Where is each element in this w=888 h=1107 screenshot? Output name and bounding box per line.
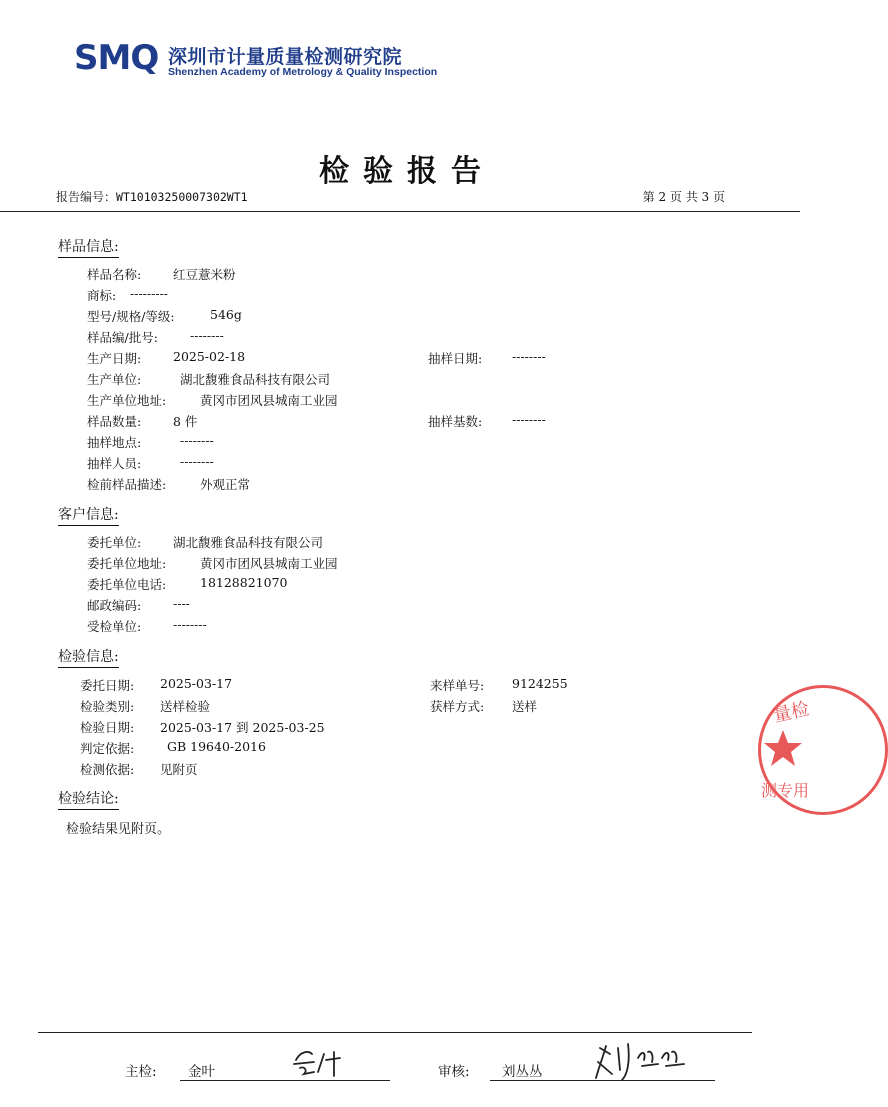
sampling-place-value: -------- (180, 433, 214, 448)
sampling-base-label: 抽样基数: (428, 414, 483, 429)
chief-inspector-signature-line (180, 1080, 390, 1081)
sampler-label: 抽样人员: (87, 456, 142, 471)
judgment-basis-label: 判定依据: (80, 741, 135, 756)
sampling-date-value: -------- (512, 349, 546, 364)
reviewer-signature (592, 1040, 692, 1084)
client-phone-label: 委托单位电话: (87, 577, 167, 592)
seal-text-bottom: 测专用 (761, 781, 810, 800)
inspection-type-value: 送样检验 (160, 699, 211, 714)
batch-value: -------- (190, 328, 224, 343)
sample-number-value: 9124255 (512, 676, 568, 691)
smq-logo: SMQ (74, 38, 159, 78)
conclusion-text: 检验结果见附页。 (66, 822, 171, 837)
page-indicator: 第 2 页 共 3 页 (642, 190, 725, 204)
org-name-en: Shenzhen Academy of Metrology & Quality Inspection (168, 66, 438, 78)
obtain-method-label: 获样方式: (430, 699, 485, 714)
report-number (56, 188, 248, 205)
chief-inspector-label: 主检: (125, 1064, 157, 1080)
section-conclusion: 检验结论: (58, 788, 119, 810)
client-address-value: 黄冈市团风县城南工业园 (200, 556, 338, 571)
inspected-unit-label: 受检单位: (87, 619, 142, 634)
judgment-basis-value: GB 19640-2016 (167, 739, 266, 754)
report-number-value: WT10103250007302WT1 (116, 190, 248, 204)
entrust-date-value: 2025-03-17 (160, 676, 233, 691)
test-date-value: 2025-03-17 到 2025-03-25 (160, 720, 325, 735)
test-date-label: 检验日期: (80, 720, 135, 735)
org-name-cn: 深圳市计量质量检测研究院 (168, 46, 403, 68)
report-title: 检验报告 (319, 154, 495, 189)
sampling-date-label: 抽样日期: (428, 351, 483, 366)
seal-text-top: 量检 (771, 698, 812, 727)
chief-inspector-name: 金叶 (188, 1064, 215, 1080)
sample-name-label: 样品名称: (87, 267, 142, 282)
sample-number-label: 来样单号: (430, 678, 485, 693)
postcode-value: ---- (173, 596, 190, 611)
sampling-base-value: -------- (512, 412, 546, 427)
sample-description-value: 外观正常 (200, 477, 251, 492)
header-divider (0, 211, 800, 212)
batch-label: 样品编/批号: (87, 330, 158, 345)
postcode-label: 邮政编码: (87, 598, 142, 613)
official-seal (758, 685, 888, 815)
obtain-method-value: 送样 (512, 699, 538, 714)
seal-star-icon (763, 728, 803, 768)
chief-inspector-signature (290, 1046, 350, 1080)
footer-divider (38, 1032, 752, 1033)
sample-name-value: 红豆薏米粉 (173, 267, 236, 282)
reviewer-signature-line (490, 1080, 715, 1081)
reviewer-label: 审核: (438, 1064, 470, 1080)
sampler-value: -------- (180, 454, 214, 469)
section-inspection-info: 检验信息: (58, 646, 119, 668)
sample-quantity-label: 样品数量: (87, 414, 142, 429)
sample-description-label: 检前样品描述: (87, 477, 167, 492)
sample-quantity-value: 8 件 (173, 414, 198, 429)
model-label: 型号/规格/等级: (87, 309, 175, 324)
manufacturer-label: 生产单位: (87, 372, 142, 387)
client-address-label: 委托单位地址: (87, 556, 167, 571)
section-sample-info: 样品信息: (58, 236, 119, 258)
client-unit-value: 湖北馥雅食品科技有限公司 (173, 535, 324, 550)
inspected-unit-value: -------- (173, 617, 207, 632)
brand-label: 商标: (87, 288, 117, 303)
production-date-value: 2025-02-18 (173, 349, 246, 364)
manufacturer-address-value: 黄冈市团风县城南工业园 (200, 393, 338, 408)
entrust-date-label: 委托日期: (80, 678, 135, 693)
production-date-label: 生产日期: (87, 351, 142, 366)
client-unit-label: 委托单位: (87, 535, 142, 550)
sampling-place-label: 抽样地点: (87, 435, 142, 450)
model-value: 546g (210, 307, 242, 322)
manufacturer-address-label: 生产单位地址: (87, 393, 167, 408)
client-phone-value: 18128821070 (200, 575, 288, 590)
test-method-label: 检测依据: (80, 762, 135, 777)
inspection-type-label: 检验类别: (80, 699, 135, 714)
section-client-info: 客户信息: (58, 504, 119, 526)
reviewer-name: 刘丛丛 (502, 1064, 543, 1080)
brand-value: --------- (130, 286, 169, 301)
test-method-value: 见附页 (160, 762, 198, 777)
report-number-label: 报告编号： (56, 190, 117, 204)
manufacturer-value: 湖北馥雅食品科技有限公司 (180, 372, 331, 387)
